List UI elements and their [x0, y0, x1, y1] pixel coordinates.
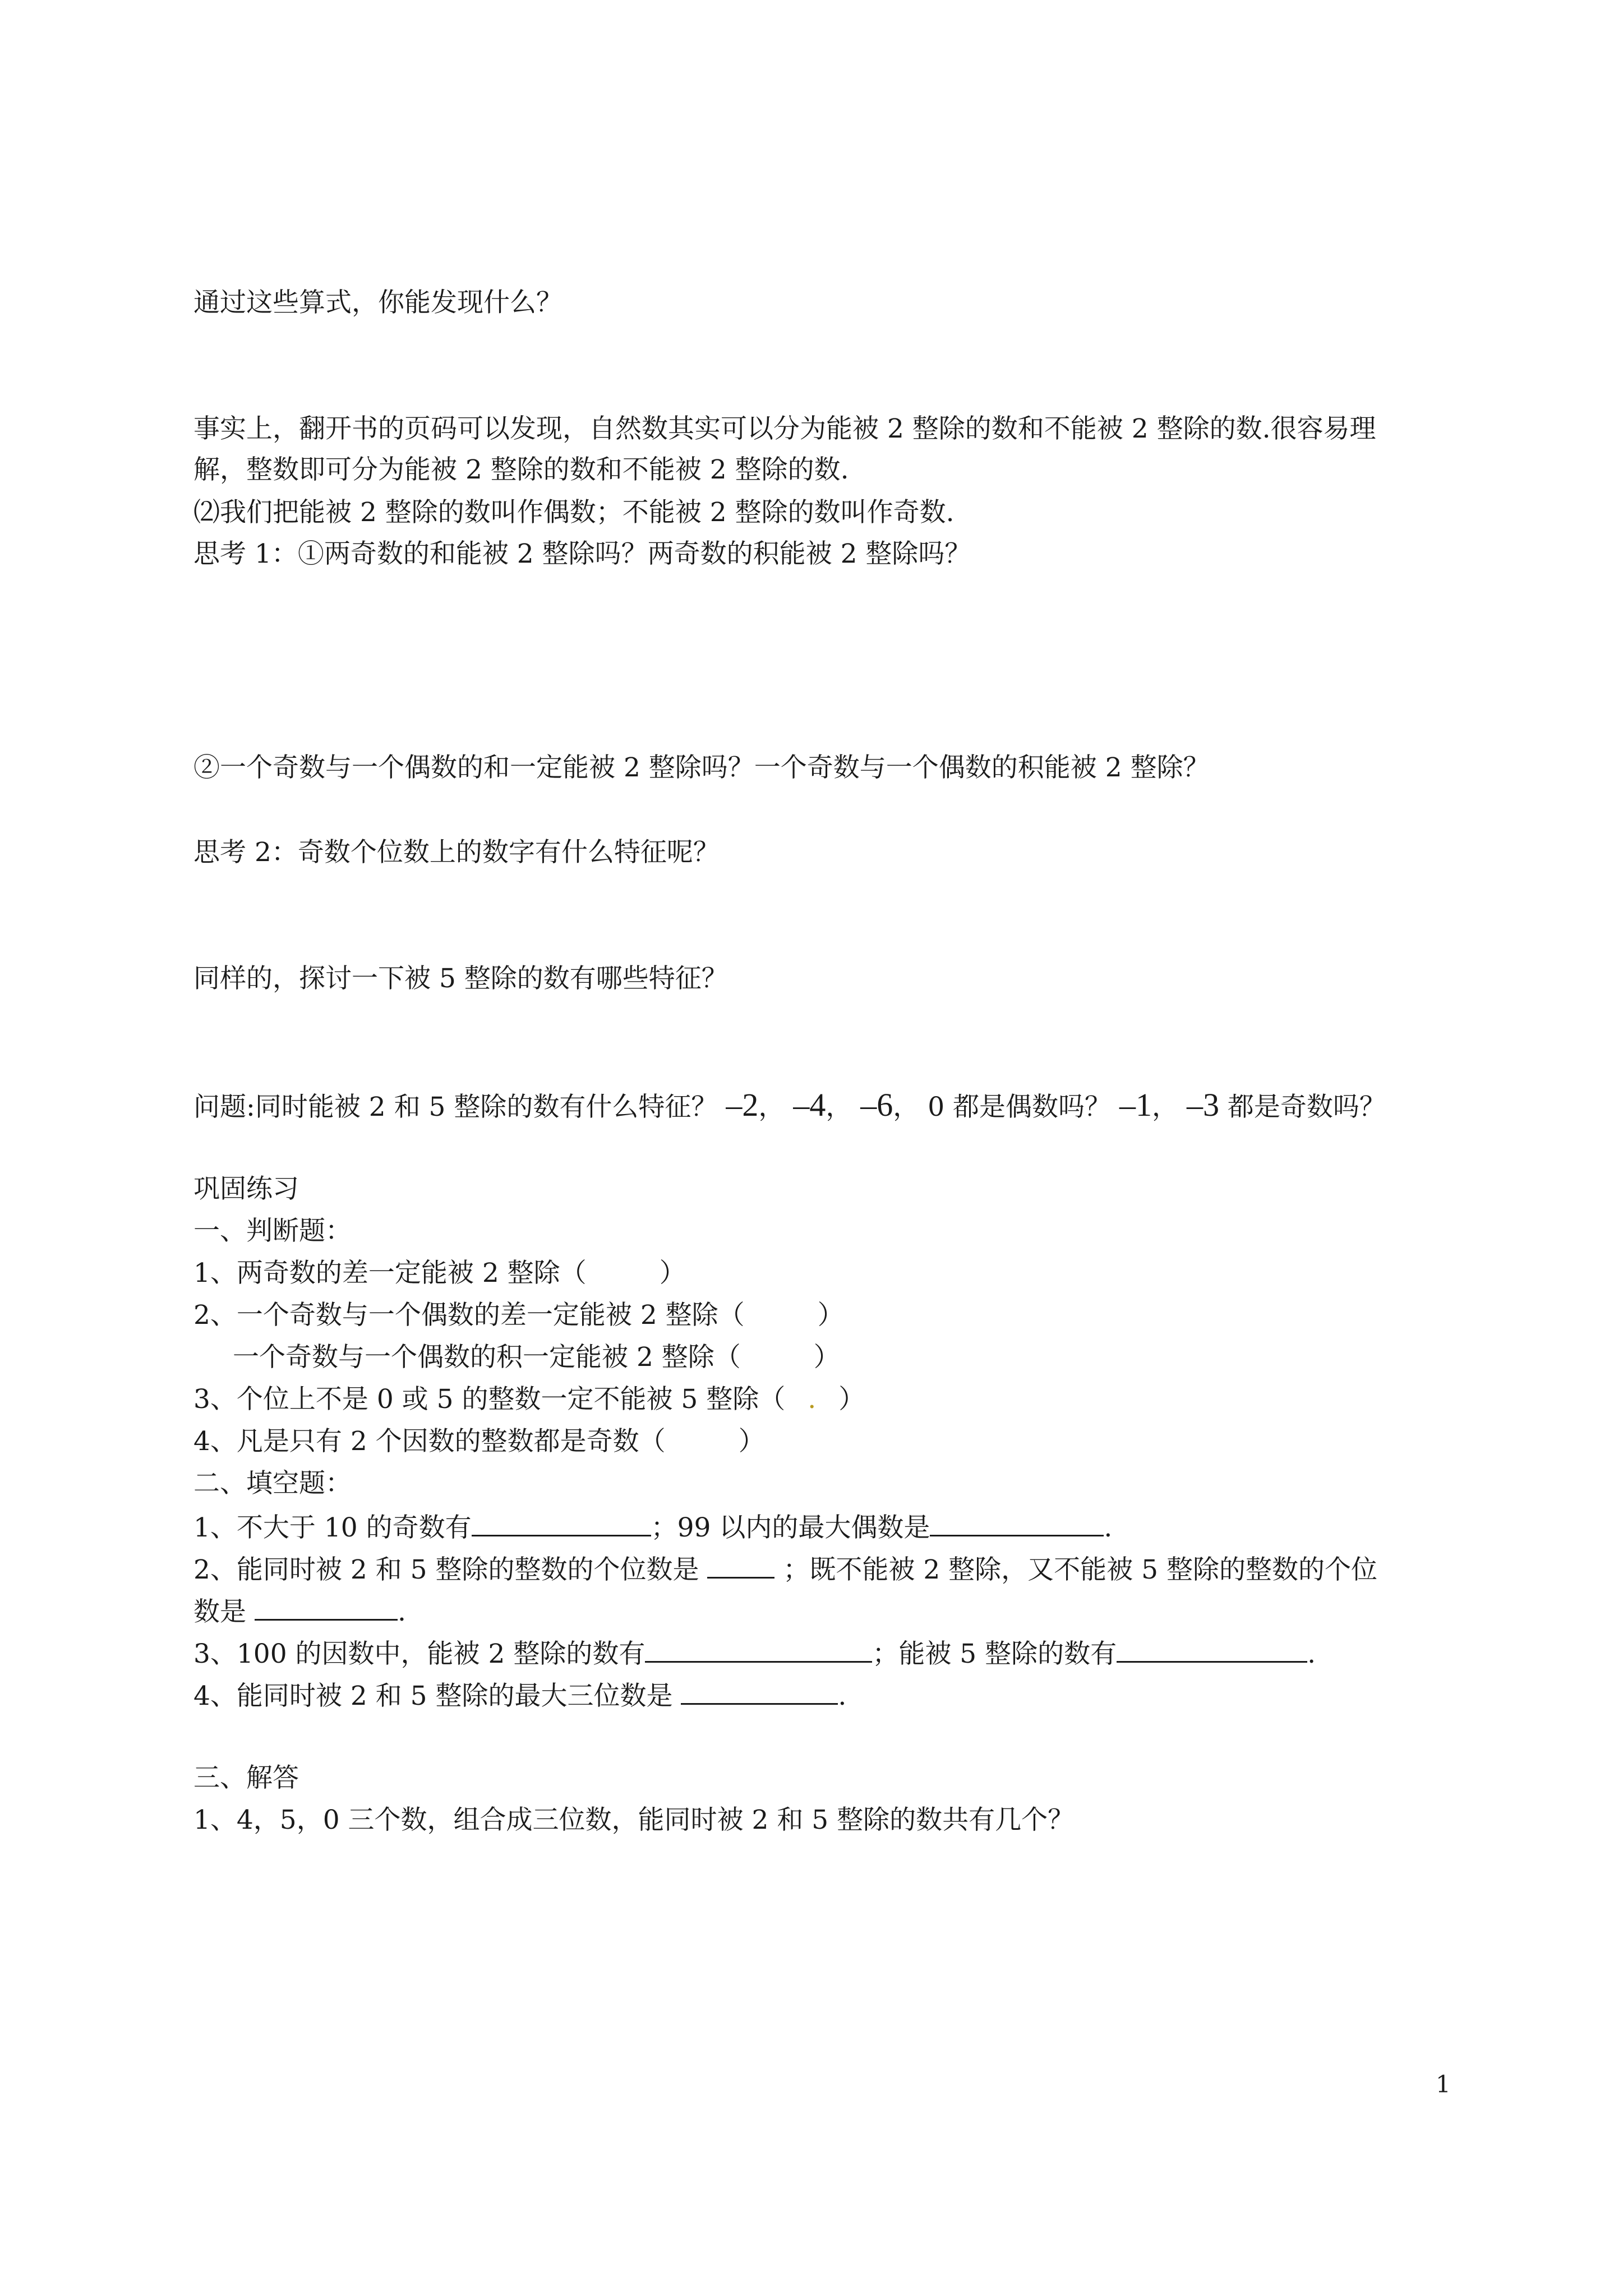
paragraph-line-1: 事实上，翻开书的页码可以发现，自然数其实可以分为能被 2 整除的数和不能被 2 整除的数.很容易理: [193, 413, 1376, 444]
practice-heading: 巩固练习: [193, 1174, 299, 1204]
section-2-heading: 二、填空题：: [193, 1468, 352, 1499]
judge-item-4: 4、凡是只有 2 个因数的整数都是奇数（ ）: [193, 1426, 765, 1457]
fill-item-1: 1、不大于 10 的奇数有 ；99 以内的最大偶数是 .: [193, 1509, 1112, 1545]
comma: ，: [758, 1092, 785, 1122]
answer-blank: [707, 1551, 774, 1579]
paragraph-line-2: 解，整数即可分为能被 2 整除的数和不能被 2 整除的数.: [193, 454, 849, 485]
judge-item-2a: 2、一个奇数与一个偶数的差一定能被 2 整除（ ）: [193, 1300, 844, 1331]
problem-number: –3: [1186, 1087, 1219, 1123]
think-2-line: 思考 2：奇数个位数上的数字有什么特征呢？: [193, 837, 720, 868]
answer-paren-close: ）: [659, 1258, 686, 1289]
answer-blank: [645, 1635, 872, 1663]
judge-item-2b: 一个奇数与一个偶数的积一定能被 2 整除（ ）: [233, 1342, 840, 1373]
comma: ，: [826, 1092, 852, 1122]
answer-blank: [472, 1509, 651, 1536]
problem-number: –2: [726, 1087, 759, 1123]
answer-paren-close: ）: [738, 1426, 765, 1457]
answer-blank: [681, 1677, 838, 1705]
fill-item-3: 3、100 的因数中，能被 2 整除的数有 ；能被 5 整除的数有 .: [193, 1635, 1316, 1671]
problem-line: [193, 1088, 1386, 1124]
judge-item-3: 3、个位上不是 0 或 5 的整数一定不能被 5 整除（ . ）: [193, 1384, 865, 1415]
problem-number: –4: [793, 1087, 826, 1123]
answer-paren-close: ）: [813, 1342, 840, 1373]
comma: ，: [893, 1092, 920, 1122]
solve-item-1: 1、4，5，0 三个数，组合成三位数，能同时被 2 和 5 整除的数共有几个？: [193, 1805, 1075, 1835]
think-1-line: 思考 1：①两奇数的和能被 2 整除吗？两奇数的积能被 2 整除吗？: [193, 539, 971, 569]
fill-item-2: 2、能同时被 2 和 5 整除的整数的个位数是 ；既不能被 2 整除，又不能被 5 整除的整数的个位: [193, 1551, 1377, 1587]
problem-text-c: 都是奇数吗？: [1227, 1092, 1386, 1122]
fill-item-2-cont: 数是 .: [193, 1593, 406, 1629]
question-discover: 通过这些算式，你能发现什么？: [193, 287, 562, 318]
section-3-heading: 三、解答: [193, 1763, 299, 1793]
same-question-line: 同样的，探讨一下被 5 整除的数有哪些特征？: [193, 963, 728, 994]
problem-number: –6: [860, 1087, 893, 1123]
think-1-part-2: ②一个奇数与一个偶数的和一定能被 2 整除吗？一个奇数与一个偶数的积能被 2 整除？: [193, 752, 1210, 783]
definition-line: ⑵我们把能被 2 整除的数叫作偶数；不能被 2 整除的数叫作奇数.: [193, 497, 955, 528]
answer-blank: [930, 1509, 1104, 1536]
problem-number: –1: [1119, 1087, 1152, 1123]
answer-blank: [255, 1593, 398, 1621]
stray-mark: .: [808, 1384, 817, 1415]
judge-item-1: 1、两奇数的差一定能被 2 整除（ ）: [193, 1258, 686, 1289]
answer-blank: [1117, 1635, 1307, 1663]
comma: ，: [1152, 1092, 1179, 1122]
section-1-heading: 一、判断题：: [193, 1216, 352, 1246]
answer-paren-close: ）: [838, 1384, 865, 1415]
page-number: 1: [1436, 2070, 1451, 2098]
problem-text-a: 问题:同时能被 2 和 5 整除的数有什么特征？: [193, 1092, 718, 1122]
problem-text-b: 0 都是偶数吗？: [928, 1092, 1112, 1122]
fill-item-4: 4、能同时被 2 和 5 整除的最大三位数是 .: [193, 1677, 846, 1713]
answer-paren-close: ）: [817, 1300, 844, 1331]
